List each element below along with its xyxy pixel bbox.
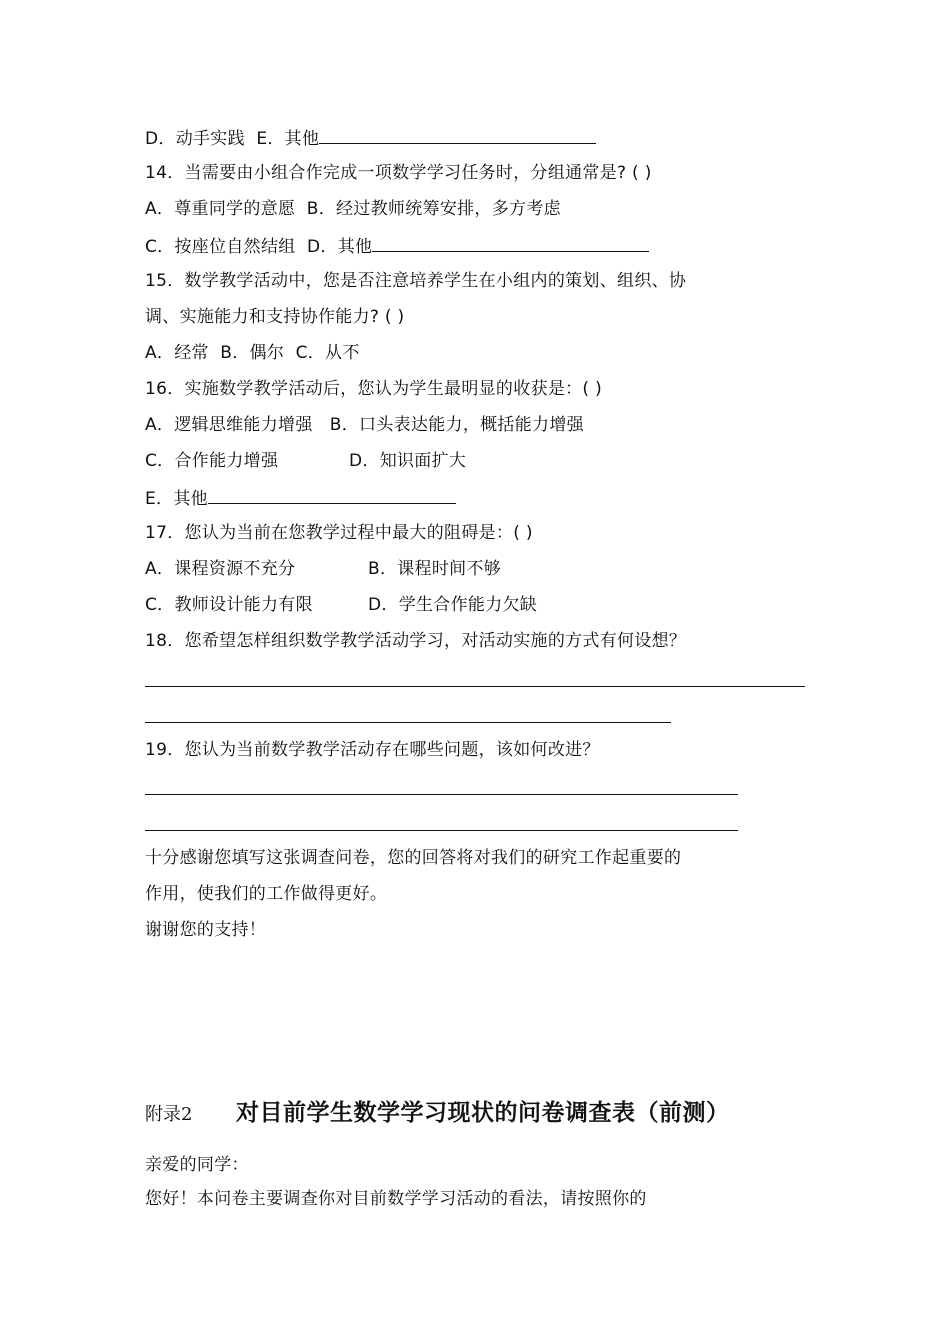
q19-question: 19．您认为当前数学教学活动存在哪些问题，该如何改进？ [145,740,600,760]
q18-answer-line-1[interactable] [145,686,805,687]
q15-question-line2: 调、实施能力和支持协作能力? ( ) [145,307,405,327]
q14-question: 14．当需要由小组合作完成一项数学学习任务时，分组通常是? ( ) [145,163,652,183]
q17-option-a[interactable]: A．课程资源不充分 [145,559,296,579]
q14-option-d[interactable]: D．其他 [307,237,373,257]
q14-options-cd [145,234,649,258]
appendix-label: 附录2 [145,1104,193,1125]
appendix-intro: 您好！本问卷主要调查你对目前数学学习活动的看法，请按照你的 [145,1189,647,1209]
closing-line-2: 作用，使我们的工作做得更好。 [145,884,388,904]
closing-line-3: 谢谢您的支持！ [145,920,267,940]
q16-option-e[interactable]: E．其他 [145,489,208,509]
q19-answer-line-2[interactable] [145,830,738,831]
q14-other-blank[interactable] [372,234,649,252]
q16-options-ab [145,414,584,436]
q17-option-d[interactable]: D．学生合作能力欠缺 [368,595,538,615]
q15-options [145,342,360,364]
q16-question: 16．实施数学教学活动后，您认为学生最明显的收获是：( ) [145,379,602,399]
q16-option-a[interactable]: A．逻辑思维能力增强 [145,415,313,435]
q18-question: 18．您希望怎样组织数学教学活动学习，对活动实施的方式有何设想？ [145,631,687,651]
closing-line-1: 十分感谢您填写这张调查问卷，您的回答将对我们的研究工作起重要的 [145,848,682,868]
q17-question: 17．您认为当前在您教学过程中最大的阻碍是：( ) [145,523,533,543]
q13-options-de [145,126,596,150]
q14-options-ab [145,198,561,220]
q15-option-c[interactable]: C．从不 [295,343,360,363]
q14-option-c[interactable]: C．按座位自然结组 [145,237,296,257]
q18-answer-line-2[interactable] [145,722,671,723]
q13-other-blank[interactable] [319,126,596,144]
q17-options-cd [145,594,537,616]
q16-option-b[interactable]: B．口头表达能力，概括能力增强 [329,415,584,435]
appendix-title: 对目前学生数学学习现状的问卷调查表（前测） [236,1100,730,1126]
q15-question-line1: 15．数学教学活动中，您是否注意培养学生在小组内的策划、组织、协 [145,271,687,291]
q16-option-d[interactable]: D．知识面扩大 [349,451,467,471]
q13-option-e: E．其他 [256,129,320,149]
q16-option-e-line [145,486,456,510]
appendix-greeting: 亲爱的同学： [145,1155,249,1175]
q17-options-ab [145,558,501,580]
q16-option-c[interactable]: C．合作能力增强 [145,451,279,471]
q16-options-cd [145,450,466,472]
q16-other-blank[interactable] [208,486,456,504]
q15-option-a[interactable]: A．经常 [145,343,209,363]
q14-option-b[interactable]: B．经过教师统筹安排，多方考虑 [306,199,561,219]
q17-option-b[interactable]: B．课程时间不够 [368,559,502,579]
q13-option-d: D．动手实践 [145,129,245,149]
q14-option-a[interactable]: A．尊重同学的意愿 [145,199,296,219]
q17-option-c[interactable]: C．教师设计能力有限 [145,595,313,615]
q15-option-b[interactable]: B．偶尔 [220,343,285,363]
q19-answer-line-1[interactable] [145,794,738,795]
